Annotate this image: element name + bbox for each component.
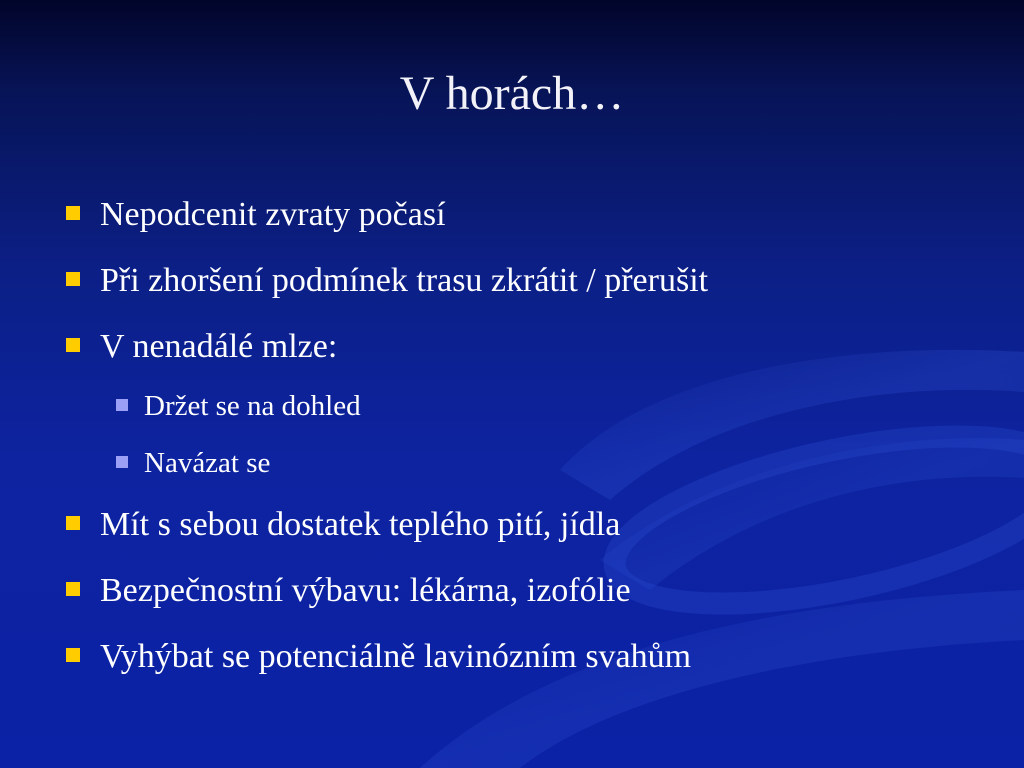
bullet-item	[66, 505, 620, 545]
bullet-text: Bezpečnostní výbavu: lékárna, izofólie	[100, 572, 631, 609]
yellow-square-bullet-icon	[66, 338, 80, 352]
bullet-item	[66, 261, 708, 301]
sub-bullet-item	[116, 389, 361, 423]
yellow-square-bullet-icon	[66, 648, 80, 662]
yellow-square-bullet-icon	[66, 206, 80, 220]
sub-bullet-text: Navázat se	[144, 447, 271, 479]
yellow-square-bullet-icon	[66, 516, 80, 530]
sub-bullet-text: Držet se na dohled	[144, 390, 361, 422]
bullet-text: Nepodcenit zvraty počasí	[100, 196, 446, 233]
bullet-text: Při zhoršení podmínek trasu zkrátit / přerušit	[100, 262, 709, 299]
bullet-item	[66, 327, 337, 367]
yellow-square-bullet-icon	[66, 582, 80, 596]
lavender-square-bullet-icon	[116, 456, 128, 468]
bullet-item	[66, 195, 446, 235]
bullet-text: V nenadálé mlze:	[100, 328, 338, 365]
lavender-square-bullet-icon	[116, 399, 128, 411]
sub-bullet-item	[116, 446, 270, 480]
slide-title: V horách…	[399, 67, 625, 120]
yellow-square-bullet-icon	[66, 272, 80, 286]
bullet-item	[66, 637, 691, 677]
bullet-text: Vyhýbat se potenciálně lavinózním svahům	[100, 638, 692, 675]
bullet-item	[66, 571, 631, 611]
bullet-text: Mít s sebou dostatek teplého pití, jídla	[100, 506, 621, 543]
